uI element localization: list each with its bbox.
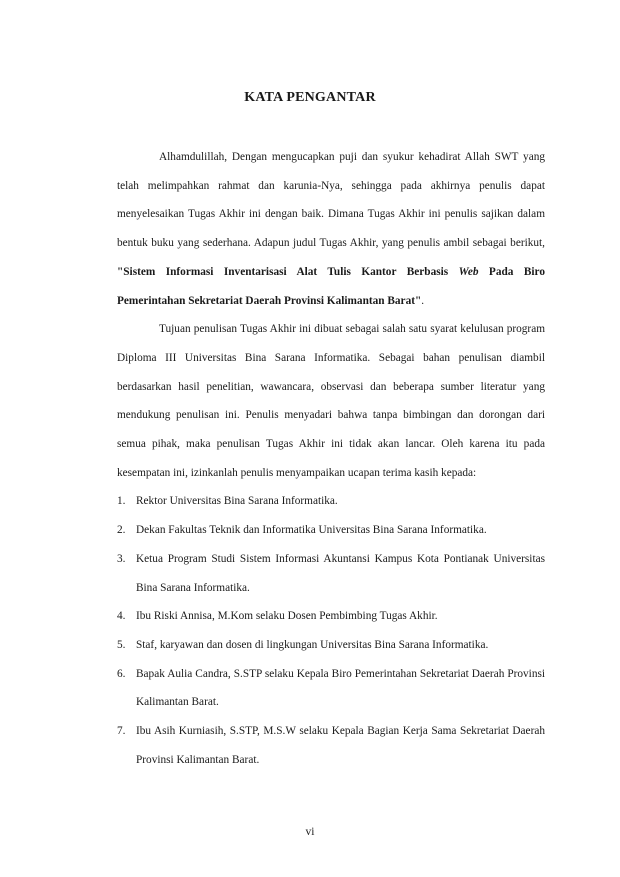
list-item (117, 602, 545, 631)
acknowledgement-list (117, 487, 545, 774)
list-item-number: 4. (117, 610, 126, 623)
list-item (117, 516, 545, 545)
list-item-text: Ketua Program Studi Sistem Informasi Akuntansi Kampus Kota Pontianak Universitas Bina Sarana Informatika. (136, 552, 545, 594)
page-number: vi (305, 826, 315, 838)
paragraph-intro-end: . (421, 294, 425, 307)
thesis-title-start: "Sistem Informasi Inventarisasi Alat Tulis Kantor Berbasis (117, 265, 459, 278)
paragraph-purpose: Tujuan penulisan Tugas Akhir ini dibuat sebagai salah satu syarat kelulusan program Diploma III Universitas Bina Sarana Informatika. Sebagai bahan penulisan diambil berdasarkan hasil penelitian, wawancara, observasi dan beberapa sumber literatur yang mendukung penulisan ini. Penulis menyadari bahwa tanpa bimbingan dan dorongan dari semua pihak, maka penulisan Tugas Akhir ini tidak akan lancar. Oleh karena itu pada kesempatan ini, izinkanlah penulis menyampaikan ucapan terima kasih kepada: (117, 323, 545, 479)
list-item-number: 6. (117, 667, 126, 680)
thesis-title (117, 266, 545, 307)
list-item-text: Staf, karyawan dan dosen di lingkungan Universitas Bina Sarana Informatika. (136, 638, 489, 651)
page-title: KATA PENGANTAR (244, 90, 376, 105)
list-item-text: Dekan Fakultas Teknik dan Informatika Universitas Bina Sarana Informatika. (136, 524, 487, 537)
thesis-title-end: Pada Biro Pemerintahan Sekretariat Daerah Provinsi Kalimantan Barat" (117, 265, 545, 307)
list-item-number: 3. (117, 552, 126, 565)
list-item-number: 7. (117, 725, 126, 738)
list-item-number: 1. (117, 495, 126, 508)
list-item-text: Ibu Riski Annisa, M.Kom selaku Dosen Pembimbing Tugas Akhir. (136, 610, 438, 623)
list-item (117, 717, 545, 774)
list-item (117, 660, 545, 717)
list-item-number: 2. (117, 524, 126, 537)
paragraph-intro (117, 143, 545, 315)
thesis-title-italic: Web (458, 265, 479, 278)
body-text (117, 143, 545, 774)
list-item-text: Bapak Aulia Candra, S.STP selaku Kepala Biro Pemerintahan Sekretariat Daerah Provinsi Kalimantan Barat. (136, 667, 545, 709)
paragraph-intro-text: Alhamdulillah, Dengan mengucapkan puji dan syukur kehadirat Allah SWT yang telah melimpahkan rahmat dan karunia-Nya, sehingga pada akhirnya penulis dapat menyelesaikan Tugas Akhir ini dengan baik. Dimana Tugas Akhir ini penulis sajikan dalam bentuk buku yang sederhana. Adapun judul Tugas Akhir, yang penulis ambil sebagai berikut, (117, 151, 545, 250)
list-item (117, 487, 545, 516)
list-item-text: Rektor Universitas Bina Sarana Informatika. (136, 495, 338, 508)
list-item-number: 5. (117, 638, 126, 651)
list-item (117, 545, 545, 602)
list-item-text: Ibu Asih Kurniasih, S.STP, M.S.W selaku Kepala Bagian Kerja Sama Sekretariat Daerah Provinsi Kalimantan Barat. (136, 725, 545, 766)
list-item (117, 631, 545, 660)
